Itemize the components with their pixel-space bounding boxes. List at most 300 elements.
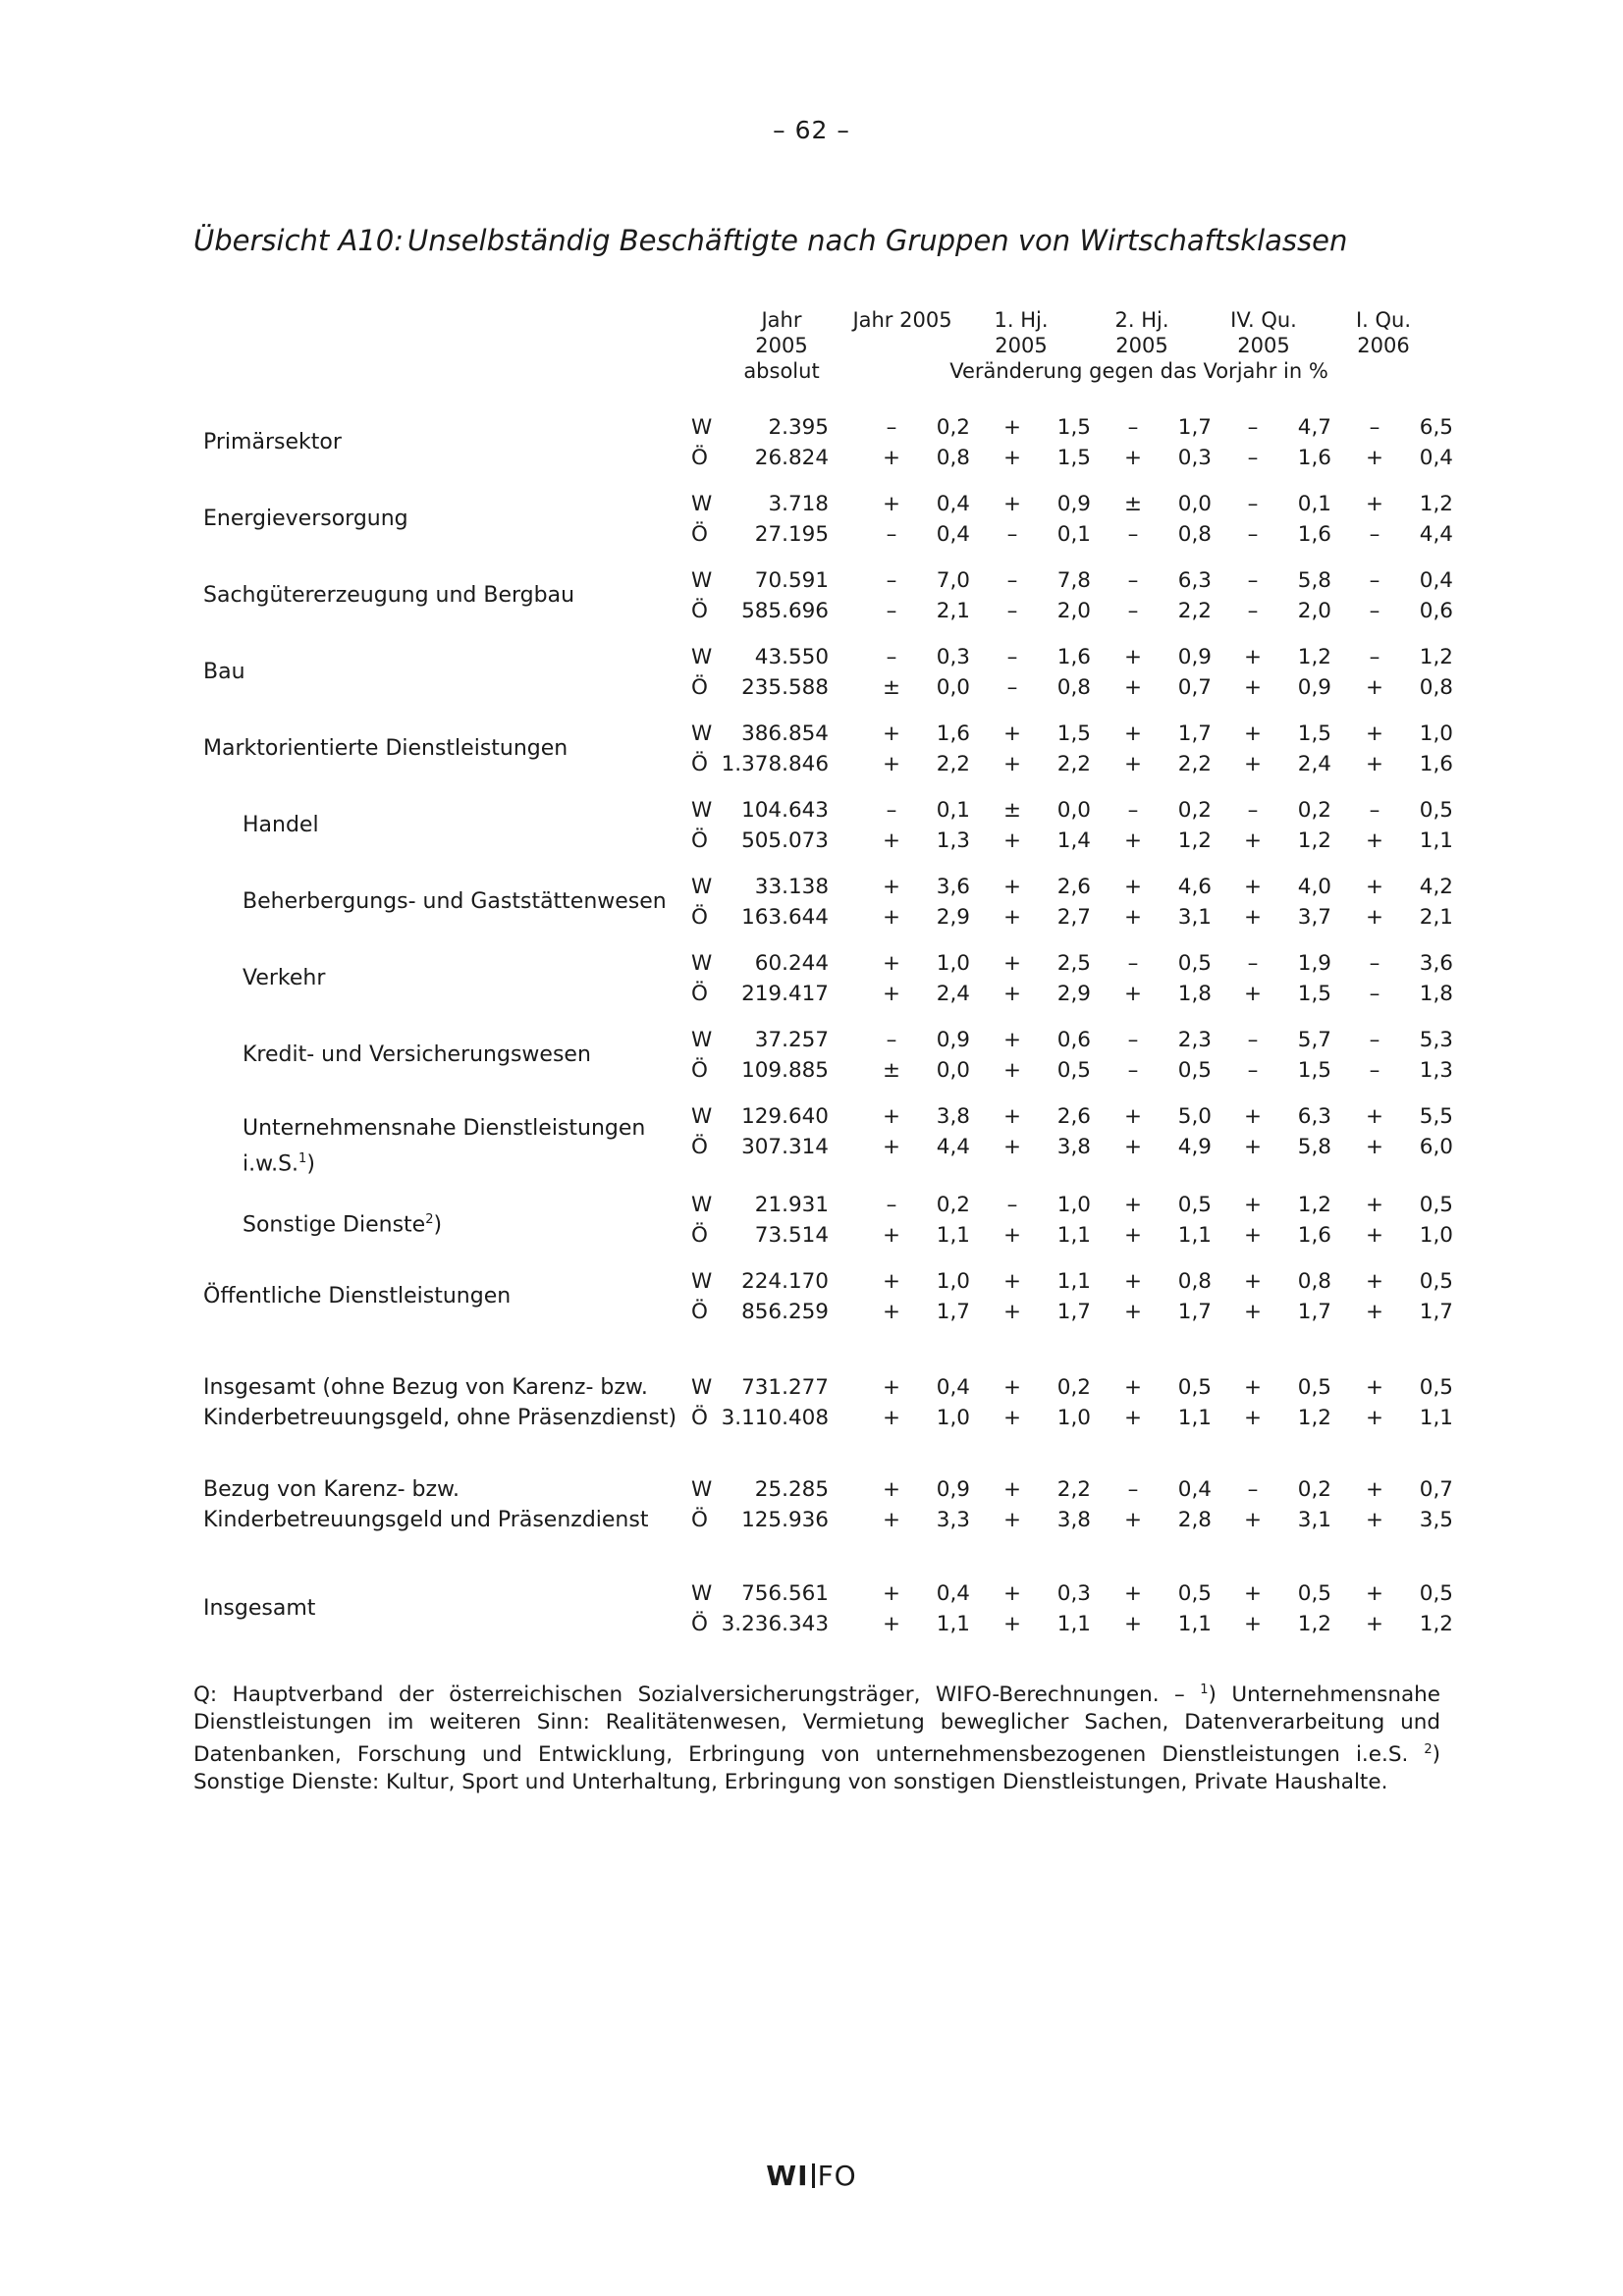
change-value: 5,5: [1419, 1104, 1453, 1129]
change-value: 6,3: [1177, 568, 1212, 593]
change-value: 0,4: [936, 1581, 970, 1606]
header-absolute-line2: 2005: [755, 334, 808, 357]
absolute-value: 585.696: [741, 599, 829, 623]
change-value: 0,8: [936, 446, 970, 470]
change-sign: +: [882, 721, 900, 746]
change-value: 0,4: [1177, 1477, 1212, 1502]
change-value: 3,6: [1419, 951, 1453, 976]
change-sign: ±: [1002, 798, 1021, 823]
absolute-value: 3.718: [768, 492, 829, 516]
row-label-text: Öffentliche Dienstleistungen: [203, 1284, 512, 1308]
change-sign: +: [1123, 875, 1142, 899]
header-change-label: Veränderung gegen das Vorjahr in %: [949, 359, 1328, 383]
region-code: W: [691, 568, 713, 593]
region-code: Ö: [691, 1223, 708, 1248]
table-row: [0, 872, 1623, 933]
change-value: 2,5: [1056, 951, 1091, 976]
change-sign: +: [1123, 1104, 1142, 1129]
row-line-wien: [0, 642, 1623, 672]
change-sign: +: [1243, 828, 1262, 853]
change-value: 4,4: [936, 1135, 970, 1159]
row-line-wien: [0, 1190, 1623, 1220]
change-value: 3,7: [1297, 905, 1331, 930]
change-value: 1,7: [1177, 415, 1212, 440]
change-sign: +: [1365, 875, 1383, 899]
absolute-value: 73.514: [754, 1223, 829, 1248]
row-line-wien: [0, 1266, 1623, 1297]
table-row: [0, 948, 1623, 1009]
change-value: 1,1: [1419, 828, 1453, 853]
change-value: 0,2: [936, 415, 970, 440]
row-label-text: Insgesamt: [203, 1596, 316, 1621]
table-row: [0, 642, 1623, 703]
row-label-text: Beherbergungs- und Gaststättenwesen: [243, 889, 667, 914]
change-sign: +: [1002, 982, 1021, 1006]
change-sign: +: [1365, 1269, 1383, 1294]
change-sign: +: [882, 1581, 900, 1606]
change-value: 3,8: [936, 1104, 970, 1129]
row-line-oesterreich: [0, 443, 1623, 473]
row-line-oesterreich: [0, 1505, 1623, 1535]
header-col-h1: [977, 307, 1065, 358]
region-code: W: [691, 875, 713, 899]
change-sign: +: [1002, 1300, 1021, 1324]
change-sign: +: [1002, 875, 1021, 899]
region-code: Ö: [691, 599, 708, 623]
change-sign: +: [882, 1508, 900, 1532]
change-value: 2,6: [1056, 875, 1091, 899]
row-line-wien: [0, 1101, 1623, 1132]
change-sign: +: [1365, 1193, 1383, 1217]
row-line-wien: [0, 565, 1623, 596]
change-sign: +: [1002, 1269, 1021, 1294]
footnote-sup-2: 2: [1424, 1742, 1433, 1758]
change-value: 2,1: [1419, 905, 1453, 930]
change-value: 0,9: [1297, 675, 1331, 700]
change-value: 0,3: [1177, 446, 1212, 470]
change-sign: +: [1123, 721, 1142, 746]
change-sign: +: [882, 951, 900, 976]
header-absolute: [732, 307, 831, 358]
change-value: 1,2: [1177, 828, 1212, 853]
change-value: 0,1: [1297, 492, 1331, 516]
change-value: 1,3: [1419, 1058, 1453, 1083]
change-sign: +: [1123, 675, 1142, 700]
change-sign: +: [1123, 1223, 1142, 1248]
change-sign: ±: [1123, 492, 1142, 516]
change-sign: +: [1002, 951, 1021, 976]
change-value: 1,1: [1056, 1612, 1091, 1636]
change-sign: +: [1123, 446, 1142, 470]
change-value: 0,5: [1177, 951, 1212, 976]
change-sign: –: [1369, 522, 1380, 547]
change-value: 1,1: [1056, 1269, 1091, 1294]
region-code: W: [691, 1193, 713, 1217]
region-code: Ö: [691, 675, 708, 700]
change-sign: +: [1123, 1406, 1142, 1430]
change-value: 3,3: [936, 1508, 970, 1532]
change-sign: –: [1369, 568, 1380, 593]
region-code: W: [691, 1375, 713, 1400]
change-value: 2,6: [1056, 1104, 1091, 1129]
change-sign: +: [1123, 1508, 1142, 1532]
region-code: W: [691, 951, 713, 976]
change-sign: +: [1243, 645, 1262, 669]
header-col-q4: [1215, 307, 1313, 358]
change-value: 1,8: [1419, 982, 1453, 1006]
change-value: 0,9: [1056, 492, 1091, 516]
change-sign: +: [1123, 905, 1142, 930]
row-label-text-line2: Kinderbetreuungsgeld und Präsenzdienst: [203, 1508, 649, 1532]
region-code: Ö: [691, 446, 708, 470]
table-row: [0, 1190, 1623, 1251]
change-sign: –: [886, 798, 897, 823]
absolute-value: 856.259: [741, 1300, 829, 1324]
change-sign: +: [1365, 905, 1383, 930]
region-code: Ö: [691, 752, 708, 776]
change-value: 3,1: [1177, 905, 1212, 930]
change-value: 2,4: [1297, 752, 1331, 776]
change-value: 6,5: [1419, 415, 1453, 440]
change-sign: +: [1243, 721, 1262, 746]
row-label-text-line2: i.w.S.: [243, 1151, 299, 1177]
change-value: 0,5: [1419, 1269, 1453, 1294]
row-label-sup: 2: [425, 1212, 434, 1227]
change-sign: +: [1002, 1406, 1021, 1430]
change-value: 1,6: [936, 721, 970, 746]
change-value: 6,0: [1419, 1135, 1453, 1159]
change-value: 1,0: [936, 951, 970, 976]
change-value: 3,5: [1419, 1508, 1453, 1532]
change-value: 1,7: [1056, 1300, 1091, 1324]
change-value: 3,8: [1056, 1508, 1091, 1532]
change-sign: –: [1247, 1028, 1259, 1052]
change-sign: –: [1369, 798, 1380, 823]
row-label-text: Bezug von Karenz- bzw.: [203, 1477, 460, 1502]
change-value: 5,3: [1419, 1028, 1453, 1052]
change-sign: +: [1365, 1612, 1383, 1636]
change-sign: +: [1243, 1406, 1262, 1430]
change-sign: –: [1006, 522, 1018, 547]
region-code: W: [691, 1477, 713, 1502]
change-sign: +: [1243, 1581, 1262, 1606]
absolute-value: 43.550: [754, 645, 829, 669]
change-value: 0,8: [1056, 675, 1091, 700]
absolute-value: 3.236.343: [721, 1612, 829, 1636]
change-value: 4,9: [1177, 1135, 1212, 1159]
absolute-value: 1.378.846: [721, 752, 829, 776]
change-value: 1,2: [1297, 1612, 1331, 1636]
change-sign: ±: [882, 675, 900, 700]
change-sign: +: [882, 875, 900, 899]
change-value: 0,2: [1177, 798, 1212, 823]
change-value: 2,8: [1177, 1508, 1212, 1532]
change-value: 0,8: [1177, 1269, 1212, 1294]
row-line-oesterreich: [0, 1403, 1623, 1433]
change-value: 0,4: [936, 1375, 970, 1400]
change-value: 0,5: [1177, 1058, 1212, 1083]
change-value: 1,2: [1297, 1406, 1331, 1430]
change-sign: +: [1365, 675, 1383, 700]
row-line-wien: [0, 1025, 1623, 1055]
change-value: 1,0: [1419, 721, 1453, 746]
change-sign: –: [886, 1028, 897, 1052]
change-value: 1,5: [1297, 721, 1331, 746]
table-row: [0, 1578, 1623, 1639]
change-value: 0,9: [936, 1477, 970, 1502]
change-sign: +: [1243, 1135, 1262, 1159]
region-code: Ö: [691, 522, 708, 547]
row-line-oesterreich: [0, 902, 1623, 933]
change-value: 2,1: [936, 599, 970, 623]
change-value: 0,7: [1419, 1477, 1453, 1502]
change-value: 2,9: [1056, 982, 1091, 1006]
region-code: Ö: [691, 1612, 708, 1636]
row-label-text: Handel: [243, 813, 319, 837]
change-value: 0,4: [936, 492, 970, 516]
change-sign: +: [1243, 675, 1262, 700]
change-sign: +: [1365, 828, 1383, 853]
change-value: 0,0: [936, 675, 970, 700]
row-line-oesterreich: [0, 826, 1623, 856]
absolute-value: 129.640: [741, 1104, 829, 1129]
change-sign: +: [1002, 828, 1021, 853]
row-line-wien: [0, 872, 1623, 902]
change-value: 0,9: [1177, 645, 1212, 669]
change-value: 6,3: [1297, 1104, 1331, 1129]
change-sign: +: [1123, 645, 1142, 669]
change-sign: –: [1369, 415, 1380, 440]
table-title-text: Unselbständig Beschäftigte nach Gruppen von Wirtschaftsklassen: [407, 224, 1348, 257]
change-value: 0,5: [1419, 1581, 1453, 1606]
change-value: 1,5: [1056, 446, 1091, 470]
change-sign: +: [1002, 721, 1021, 746]
change-value: 0,4: [1419, 568, 1453, 593]
change-sign: –: [1247, 1477, 1259, 1502]
row-line-oesterreich: [0, 519, 1623, 550]
header-col-h1-line1: 1. Hj.: [994, 308, 1049, 332]
header-col-h2: [1098, 307, 1186, 358]
change-sign: +: [1123, 1269, 1142, 1294]
change-value: 2,2: [1177, 599, 1212, 623]
change-value: 2,9: [936, 905, 970, 930]
change-sign: +: [882, 982, 900, 1006]
change-value: 1,1: [1419, 1406, 1453, 1430]
change-value: 2,3: [1177, 1028, 1212, 1052]
absolute-value: 2.395: [768, 415, 829, 440]
logo-bar: [812, 2163, 815, 2188]
change-sign: –: [1247, 798, 1259, 823]
change-sign: +: [1123, 982, 1142, 1006]
region-code: Ö: [691, 982, 708, 1006]
change-sign: –: [1247, 951, 1259, 976]
table-row: [0, 489, 1623, 550]
change-sign: +: [1365, 1477, 1383, 1502]
change-value: 1,0: [1056, 1193, 1091, 1217]
change-value: 1,0: [936, 1269, 970, 1294]
change-value: 0,1: [1056, 522, 1091, 547]
change-value: 0,5: [1419, 1193, 1453, 1217]
change-value: 1,0: [1056, 1406, 1091, 1430]
table-title-label: Übersicht A10:: [193, 224, 404, 257]
change-sign: +: [1002, 1612, 1021, 1636]
change-value: 2,0: [1056, 599, 1091, 623]
absolute-value: 224.170: [741, 1269, 829, 1294]
absolute-value: 731.277: [741, 1375, 829, 1400]
change-value: 1,7: [1419, 1300, 1453, 1324]
change-value: 2,2: [1056, 1477, 1091, 1502]
change-sign: +: [1365, 1300, 1383, 1324]
change-sign: +: [1002, 1223, 1021, 1248]
absolute-value: 756.561: [741, 1581, 829, 1606]
change-sign: +: [1002, 1581, 1021, 1606]
row-line-wien: [0, 489, 1623, 519]
change-sign: +: [1002, 905, 1021, 930]
change-value: 1,5: [1056, 415, 1091, 440]
change-sign: +: [1002, 446, 1021, 470]
change-value: 1,1: [1177, 1612, 1212, 1636]
change-sign: –: [1127, 951, 1139, 976]
row-label-text: Unternehmensnahe Dienstleistungen: [243, 1116, 646, 1141]
change-sign: –: [1127, 599, 1139, 623]
table-row: [0, 1025, 1623, 1086]
absolute-value: 26.824: [754, 446, 829, 470]
change-sign: +: [1002, 1375, 1021, 1400]
change-value: 0,2: [1297, 798, 1331, 823]
row-line-wien: [0, 1474, 1623, 1505]
change-sign: +: [882, 1269, 900, 1294]
row-line-oesterreich: [0, 1297, 1623, 1327]
change-sign: –: [1369, 645, 1380, 669]
change-sign: +: [1123, 1375, 1142, 1400]
change-sign: +: [1365, 752, 1383, 776]
change-value: 1,1: [936, 1223, 970, 1248]
change-value: 1,0: [936, 1406, 970, 1430]
change-sign: +: [882, 1223, 900, 1248]
change-value: 0,5: [1419, 798, 1453, 823]
change-sign: +: [1243, 752, 1262, 776]
change-sign: –: [1127, 522, 1139, 547]
change-sign: –: [1247, 1058, 1259, 1083]
change-sign: +: [1002, 1028, 1021, 1052]
change-value: 2,2: [936, 752, 970, 776]
row-label-suffix: ): [306, 1151, 315, 1177]
change-sign: –: [886, 599, 897, 623]
change-value: 0,4: [1419, 446, 1453, 470]
change-sign: –: [886, 522, 897, 547]
row-line-wien: [0, 1372, 1623, 1403]
change-value: 1,6: [1297, 446, 1331, 470]
change-sign: +: [1123, 1193, 1142, 1217]
change-value: 0,5: [1056, 1058, 1091, 1083]
absolute-value: 125.936: [741, 1508, 829, 1532]
change-sign: +: [882, 1612, 900, 1636]
change-value: 1,2: [1297, 828, 1331, 853]
change-sign: +: [882, 828, 900, 853]
change-value: 0,2: [1297, 1477, 1331, 1502]
footnote-text-3: ) Sonstige Dienste: Kultur, Sport und Unterhaltung, Erbringung von sonstigen Dienstleistungen, Private Haushalte.: [193, 1742, 1440, 1795]
footnote-sup-1: 1: [1200, 1682, 1209, 1697]
change-value: 5,8: [1297, 1135, 1331, 1159]
change-sign: +: [1123, 1300, 1142, 1324]
absolute-value: 235.588: [741, 675, 829, 700]
change-sign: +: [1123, 828, 1142, 853]
change-value: 2,2: [1056, 752, 1091, 776]
row-line-wien: [0, 1578, 1623, 1609]
region-code: W: [691, 721, 713, 746]
row-line-wien: [0, 412, 1623, 443]
change-value: 0,6: [1056, 1028, 1091, 1052]
region-code: W: [691, 1104, 713, 1129]
change-sign: –: [1127, 1028, 1139, 1052]
row-label-text: Primärsektor: [203, 430, 342, 454]
change-sign: +: [882, 905, 900, 930]
change-sign: +: [1365, 1223, 1383, 1248]
change-sign: +: [1002, 1104, 1021, 1129]
change-sign: +: [1243, 1612, 1262, 1636]
absolute-value: 21.931: [754, 1193, 829, 1217]
change-sign: –: [1006, 568, 1018, 593]
change-value: 2,0: [1297, 599, 1331, 623]
region-code: W: [691, 798, 713, 823]
header-col-q4-line2: 2005: [1237, 334, 1290, 357]
header-absolut-label: absolut: [743, 359, 820, 383]
header-col-q1: [1339, 307, 1428, 358]
change-value: 2,4: [936, 982, 970, 1006]
wifo-logo: [0, 2160, 1623, 2192]
change-value: 1,9: [1297, 951, 1331, 976]
change-sign: +: [1365, 492, 1383, 516]
page-number: – 62 –: [773, 116, 850, 144]
change-value: 1,6: [1297, 1223, 1331, 1248]
change-value: 0,8: [1177, 522, 1212, 547]
logo-text-regular: FO: [817, 2160, 857, 2192]
change-value: 0,8: [1419, 675, 1453, 700]
header-col-year: [844, 307, 960, 333]
change-sign: +: [1002, 492, 1021, 516]
change-value: 0,2: [1056, 1375, 1091, 1400]
change-value: 1,7: [1177, 1300, 1212, 1324]
row-label-text-line2: Kinderbetreuungsgeld, ohne Präsenzdienst): [203, 1406, 677, 1430]
change-sign: +: [1123, 752, 1142, 776]
footnote-text-2: ) Unternehmensnahe Dienstleistungen im weiteren Sinn: Realitätenwesen, Vermietung beweglicher Sachen, Datenverarbeitung und Datenbanken, Forschung und Entwicklung, Erbringung von unternehmensbezogenen Dienstleistungen i.e.S.: [193, 1682, 1440, 1768]
header-col-h2-line2: 2005: [1115, 334, 1168, 357]
table-row: [0, 1101, 1623, 1177]
change-sign: –: [1127, 798, 1139, 823]
change-value: 1,1: [936, 1612, 970, 1636]
row-line-wien: [0, 795, 1623, 826]
change-sign: +: [1365, 721, 1383, 746]
row-line-oesterreich: [0, 1609, 1623, 1639]
region-code: Ö: [691, 905, 708, 930]
change-sign: +: [1243, 1375, 1262, 1400]
change-sign: +: [1123, 1612, 1142, 1636]
absolute-value: 60.244: [754, 951, 829, 976]
header-col-q1-line1: I. Qu.: [1355, 308, 1412, 332]
change-value: 1,5: [1056, 721, 1091, 746]
change-sign: –: [1247, 446, 1259, 470]
row-line-oesterreich: [0, 979, 1623, 1009]
region-code: Ö: [691, 1508, 708, 1532]
change-value: 0,5: [1419, 1375, 1453, 1400]
row-line-wien: [0, 948, 1623, 979]
change-value: 5,8: [1297, 568, 1331, 593]
region-code: Ö: [691, 1135, 708, 1159]
change-value: 0,5: [1177, 1193, 1212, 1217]
change-sign: –: [886, 415, 897, 440]
change-sign: +: [1002, 1508, 1021, 1532]
row-label-text: Kredit- und Versicherungswesen: [243, 1042, 591, 1067]
